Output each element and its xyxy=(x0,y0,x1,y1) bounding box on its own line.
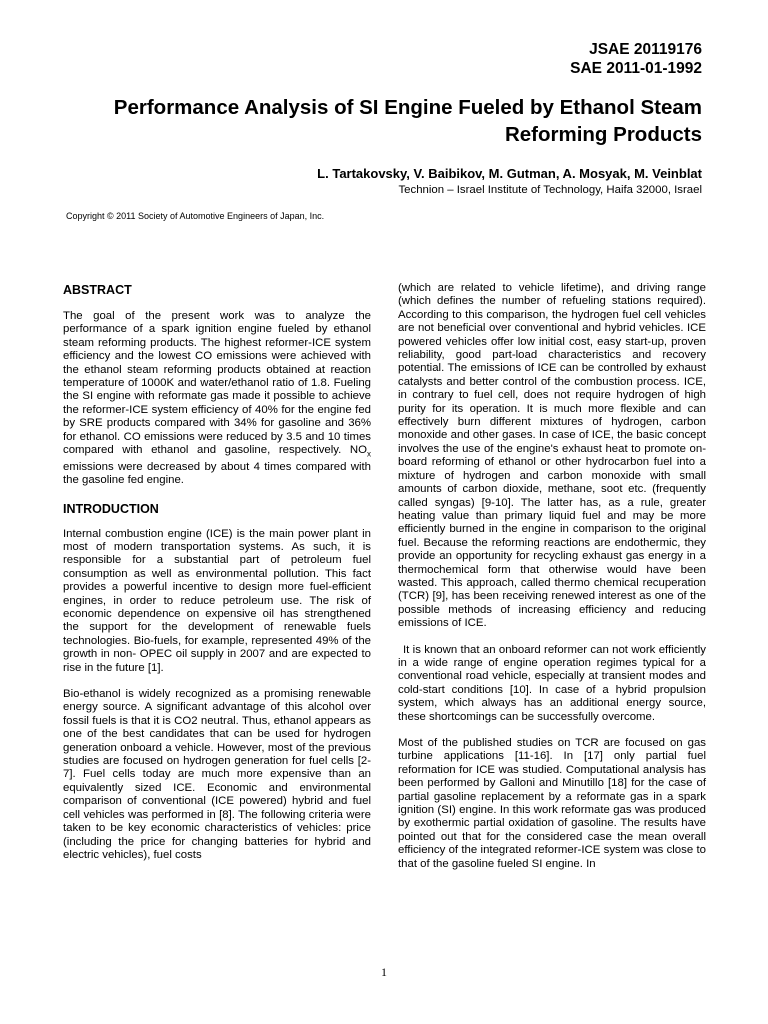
copyright-notice: Copyright © 2011 Society of Automotive Engineers of Japan, Inc. xyxy=(66,211,325,221)
body-paragraph: Most of the published studies on TCR are focused on gas turbine applications [11-16]. In [17] only partial fuel reformation for ICE was studied. Computational analysis has been performed by Galloni and Minutillo [18] for the case of partial gasoline replacement by a reformate gas in a spark ignition (SI) engine. In this work reformate gas was produced by exothermic partial oxidation of gasoline. The results have pointed out that for the considered case the mean overall efficiency of the integrated reformer-ICE system was close to that of the gasoline fueled SI engine. In xyxy=(398,737,706,870)
affiliation: Technion – Israel Institute of Technology, Haifa 32000, Israel xyxy=(398,184,702,196)
paper-title: Performance Analysis of SI Engine Fueled by Ethanol Steam Reforming Products xyxy=(113,96,702,146)
paper-identifiers xyxy=(570,40,702,78)
page-number: 1 xyxy=(381,965,387,979)
body-paragraph: It is known that an onboard reformer can not work efficiently in a wide range of engine operation regimes typical for a conventional road vehicle, especially at transient modes and cold-start conditions [10]. In case of a hybrid propulsion system, which always has an additional energy source, these shortcomings can be successfully overcome. xyxy=(398,643,706,723)
nox-subscript: x xyxy=(367,449,371,459)
abstract-text-part1: The goal of the present work was to analyze the performance of a spark ignition engine fueled by ethanol steam reforming products. The highest reformer-ICE system efficiency and the lowest CO emissions were achieved with the ethanol steam reforming products obtained at reaction temperature of 1000K and water/ethanol ratio of 1.8. Fueling the SI engine with reformate gas made it possible to achieve the reformer-ICE system efficiency of 40% for the engine fed by SRE products compared with 34% for gasoline and 36% for ethanol. CO emissions were reduced by 3.5 and 10 times compared with ethanol and gasoline, respectively. NO xyxy=(63,310,371,457)
abstract-text xyxy=(63,310,371,488)
abstract-heading: ABSTRACT xyxy=(63,283,132,297)
intro-paragraph: Internal combustion engine (ICE) is the main power plant in most of modern transportation systems. As such, it is responsible for a substantial part of petroleum fuel consumption as well as environmental pollution. This fact provides a powerful incentive to design more fuel-efficient engines, in order to reduce petroleum use. The risk of economic dependence on expensive oil has strengthened the support for the development of renewable fuels technologies. Bio-fuels, for example, represented 49% of the growth in non- OPEC oil supply in 2007 and are expected to rise in the future [1]. xyxy=(63,527,371,674)
author-list: L. Tartakovsky, V. Baibikov, M. Gutman, A. Mosyak, M. Veinblat xyxy=(317,166,702,181)
sae-id: SAE 2011-01-1992 xyxy=(570,60,702,77)
left-column xyxy=(63,282,371,862)
body-paragraph: (which are related to vehicle lifetime), and driving range (which defines the number of refueling stations required). According to this comparison, the hydrogen fuel cell vehicles are not beneficial over conventional and hybrid vehicles. ICE powered vehicles offer low initial cost, easy start-up, proven reliability, good part-load characteristics and recovery potential. The emissions of ICE can be controlled by exhaust catalysts and better control of the combustion process. ICE, in contrary to fuel cell, does not require hydrogen of high purity for its operation. It is much more flexible and can effectively burn different mixtures of hydrogen, carbon monoxide and other gases. In case of ICE, the basic concept involves the use of the engine's exhaust heat to promote on-board reforming of ethanol or other hydrocarbon fuel into a mixture of hydrogen and carbon monoxide with small amounts of carbon dioxide, methane, soot etc. (frequently called syngas) [9-10]. The latter has, as a rule, greater heating value than primary liquid fuel and may be more efficiently burned in the engine in comparison to the original fuel. Because the reforming reactions are endothermic, they provide an opportunity for recycling exhaust gas energy in a thermochemical form that otherwise would have been wasted. This approach, called thermo chemical recuperation (TCR) [9], has been receiving renewed interest as one of the possible methods of increasing efficiency and reducing emissions of ICE. xyxy=(398,282,706,630)
introduction-heading: INTRODUCTION xyxy=(63,501,159,516)
intro-paragraph: Bio-ethanol is widely recognized as a promising renewable energy source. A significant advantage of this alcohol over fossil fuels is that it is CO2 neutral. Thus, ethanol appears as one of the best candidates that can be used for hydrogen generation onboard a vehicle. However, most of the previous studies are focused on hydrogen generation for fuel cells [2-7]. Fuel cells today are much more expensive than an equivalently sized ICE. Economic and environmental comparison of conventional (ICE powered) hybrid and fuel cell vehicles was performed in [8]. The following criteria were taken to be key economic characteristics of vehicles: price (including the price for changing batteries for hybrid and electric vehicles), fuel costs xyxy=(63,688,371,861)
abstract-text-part2: emissions were decreased by about 4 times compared with the gasoline fed engine. xyxy=(63,460,371,487)
jsae-id: JSAE 20119176 xyxy=(589,41,702,58)
right-column xyxy=(398,282,706,871)
